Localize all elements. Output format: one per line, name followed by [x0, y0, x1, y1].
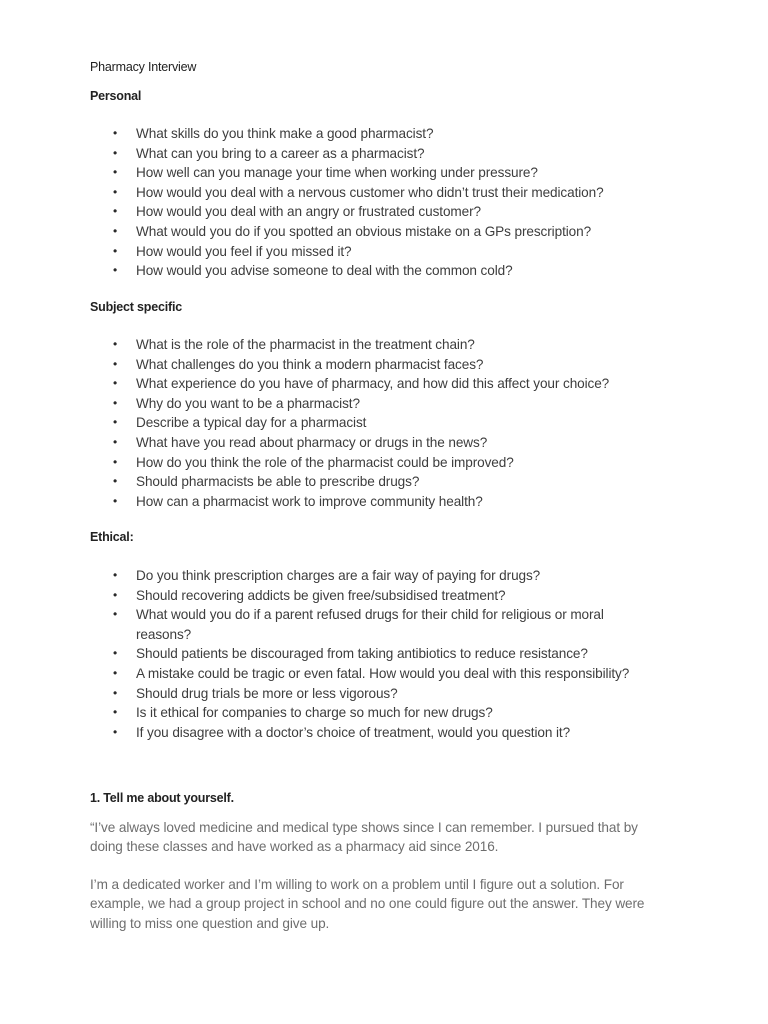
question-text: What would you do if you spotted an obvious mistake on a GPs prescription? — [136, 223, 592, 239]
question-text: How well can you manage your time when working under pressure? — [136, 165, 538, 181]
question-text: A mistake could be tragic or even fatal. How would you deal with this responsibility? — [136, 665, 630, 681]
list-item — [0, 202, 700, 222]
answer-heading: 1. Tell me about yourself. — [90, 791, 234, 805]
list-item — [0, 664, 700, 684]
list-item — [0, 144, 700, 164]
question-text: Should pharmacists be able to prescribe drugs? — [136, 474, 420, 490]
bullet-icon: • — [113, 376, 118, 391]
list-item — [0, 242, 700, 262]
question-text-continuation: reasons? — [136, 626, 192, 642]
list-item — [0, 163, 700, 183]
question-text: What experience do you have of pharmacy, and how did this affect your choice? — [136, 376, 610, 392]
question-text: Describe a typical day for a pharmacist — [136, 415, 367, 431]
paragraph-line: I’m a dedicated worker and I’m willing to work on a problem until I figure out a solution. For — [90, 877, 624, 892]
question-text: Should drug trials be more or less vigorous? — [136, 685, 398, 701]
list-item — [0, 492, 700, 512]
bullet-icon: • — [113, 126, 118, 140]
bullet-icon: • — [113, 474, 118, 489]
question-text: What can you bring to a career as a pharmacist? — [136, 145, 425, 161]
bullet-icon: • — [113, 607, 118, 622]
list-item — [0, 335, 700, 355]
list-item — [0, 605, 700, 644]
document-title: Pharmacy Interview — [90, 60, 197, 74]
question-text: How would you advise someone to deal with the common cold? — [136, 263, 513, 279]
subject-question-list — [0, 335, 700, 511]
question-text: What challenges do you think a modern pharmacist faces? — [136, 356, 484, 372]
list-item — [0, 433, 700, 453]
paragraph-line: “I’ve always loved medicine and medical type shows since I can remember. I pursued that by — [90, 820, 638, 835]
bullet-icon: • — [113, 568, 118, 582]
question-text: Should recovering addicts be given free/subsidised treatment? — [136, 587, 506, 603]
list-item — [0, 472, 700, 492]
bullet-icon: • — [113, 184, 118, 199]
question-text: How can a pharmacist work to improve community health? — [136, 493, 483, 509]
answer-paragraph-2 — [90, 875, 690, 933]
bullet-icon: • — [113, 493, 118, 508]
list-item — [0, 124, 700, 144]
question-text: If you disagree with a doctor’s choice of treatment, would you question it? — [136, 724, 571, 740]
question-text: What would you do if a parent refused drugs for their child for religious or moral — [136, 607, 604, 623]
question-text: Why do you want to be a pharmacist? — [136, 395, 360, 411]
question-text: How would you deal with an angry or frustrated customer? — [136, 204, 481, 220]
section-heading-ethical: Ethical: — [90, 530, 134, 544]
answer-paragraph-1 — [90, 818, 690, 857]
bullet-icon: • — [113, 724, 118, 739]
bullet-icon: • — [113, 243, 118, 258]
list-item — [0, 355, 700, 375]
list-item — [0, 684, 700, 704]
list-item — [0, 703, 700, 723]
bullet-icon: • — [113, 415, 118, 430]
question-text: What is the role of the pharmacist in the treatment chain? — [136, 337, 475, 352]
question-text: Is it ethical for companies to charge so much for new drugs? — [136, 705, 493, 721]
bullet-icon: • — [113, 705, 118, 720]
bullet-icon: • — [113, 223, 118, 238]
list-item — [0, 723, 700, 743]
paragraph-line: doing these classes and have worked as a pharmacy aid since 2016. — [90, 839, 499, 855]
list-item — [0, 183, 700, 203]
question-text: How do you think the role of the pharmacist could be improved? — [136, 454, 514, 470]
bullet-icon: • — [113, 204, 118, 219]
question-text: What skills do you think make a good pharmacist? — [136, 126, 434, 141]
bullet-icon: • — [113, 337, 118, 351]
list-item — [0, 586, 700, 606]
question-text: Should patients be discouraged from taking antibiotics to reduce resistance? — [136, 646, 588, 662]
ethical-question-list — [0, 566, 700, 742]
bullet-icon: • — [113, 587, 118, 602]
list-item — [0, 453, 700, 473]
list-item — [0, 374, 700, 394]
paragraph-line: example, we had a group project in school and no one could figure out the answer. They were — [90, 896, 645, 912]
question-text: Do you think prescription charges are a fair way of paying for drugs? — [136, 568, 541, 583]
question-text: What have you read about pharmacy or drugs in the news? — [136, 434, 488, 450]
bullet-icon: • — [113, 395, 118, 410]
bullet-icon: • — [113, 356, 118, 371]
list-item — [0, 644, 700, 664]
list-item — [0, 261, 700, 281]
bullet-icon: • — [113, 665, 118, 680]
bullet-icon: • — [113, 434, 118, 449]
personal-question-list — [0, 124, 700, 281]
question-text: How would you deal with a nervous customer who didn’t trust their medication? — [136, 184, 604, 200]
section-heading-personal: Personal — [90, 89, 142, 103]
bullet-icon: • — [113, 685, 118, 700]
bullet-icon: • — [113, 145, 118, 160]
paragraph-line: willing to miss one question and give up. — [90, 915, 330, 931]
bullet-icon: • — [113, 165, 118, 180]
bullet-icon: • — [113, 263, 118, 278]
list-item — [0, 413, 700, 433]
question-text: How would you feel if you missed it? — [136, 243, 352, 259]
list-item — [0, 394, 700, 414]
section-heading-subject-specific: Subject specific — [90, 300, 182, 314]
bullet-icon: • — [113, 646, 118, 661]
bullet-icon: • — [113, 454, 118, 469]
list-item — [0, 566, 700, 586]
list-item — [0, 222, 700, 242]
